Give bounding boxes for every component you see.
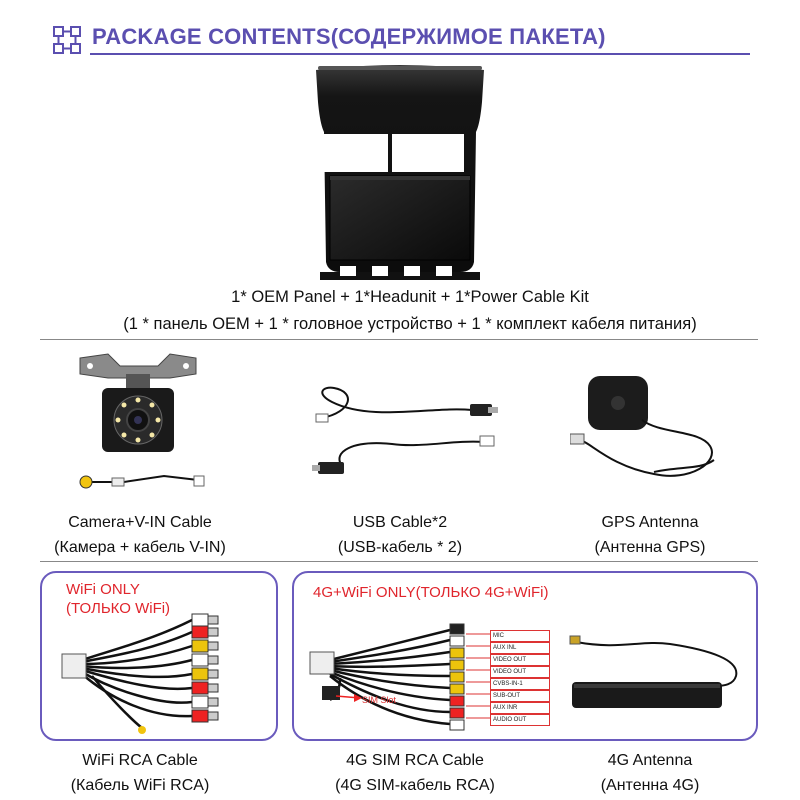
connector-tag: AUX INR: [490, 702, 550, 714]
divider-top: [40, 339, 758, 340]
camera-caption-ru: (Камера + кабель V-IN): [54, 539, 226, 556]
wifi-rca-caption-ru: (Кабель WiFi RCA): [70, 777, 210, 794]
4g-antenna-caption-ru: (Антенна 4G): [600, 777, 700, 794]
gps-caption: [530, 510, 770, 560]
sim-slot-label: SIM Slot: [362, 695, 397, 705]
connector-tag: CVBS-IN-1: [490, 678, 550, 690]
4g-antenna-image: [560, 630, 750, 730]
connector-tag: MIC: [490, 630, 550, 642]
4g-sim-rca-caption: [295, 748, 535, 798]
wifi-rca-caption: [20, 748, 260, 798]
main-item-caption: [60, 284, 760, 338]
4g-wifi-only-label: 4G+WiFi ONLY(ТОЛЬКО 4G+WiFi): [313, 584, 549, 601]
connector-tag-list: [490, 630, 550, 726]
gps-caption-ru: (Антенна GPS): [594, 539, 706, 556]
title-underline: [90, 53, 750, 55]
wifi-only-label-ru: (ТОЛЬКО WiFi): [66, 600, 171, 617]
usb-caption: [280, 510, 520, 560]
wifi-rca-cable-image: [52, 610, 262, 735]
usb-cables-image: [312, 382, 502, 482]
camera-caption-en: Camera+V-IN Cable: [68, 514, 212, 531]
4g-sim-rca-caption-en: 4G SIM RCA Cable: [346, 752, 484, 769]
4g-sim-rca-caption-ru: (4G SIM-кабель RCA): [335, 777, 495, 794]
4g-antenna-caption: [530, 748, 770, 798]
wifi-only-label-en: WiFi ONLY: [66, 581, 140, 598]
usb-caption-ru: (USB-кабель * 2): [337, 539, 463, 556]
gps-caption-en: GPS Antenna: [601, 514, 699, 531]
page-title: PACKAGE CONTENTS(СОДЕРЖИМОЕ ПАКЕТА): [92, 24, 606, 49]
connector-tag: VIDEO OUT: [490, 654, 550, 666]
main-item-caption-ru: (1 * панель OEM + 1 * головное устройство + 1 * комплект кабеля питания): [123, 315, 697, 333]
connector-tag: VIDEO OUT: [490, 666, 550, 678]
connector-tag: SUB-OUT: [490, 690, 550, 702]
package-icon: [52, 25, 82, 55]
gps-antenna-image: [570, 370, 735, 490]
camera-caption: [20, 510, 260, 560]
usb-caption-en: USB Cable*2: [352, 514, 448, 531]
oem-panel-headunit-image: [310, 62, 490, 284]
main-item-caption-en: 1* OEM Panel + 1*Headunit + 1*Power Cable Kit: [231, 288, 589, 306]
4g-antenna-caption-en: 4G Antenna: [607, 752, 693, 769]
connector-tag: AUX INL: [490, 642, 550, 654]
connector-tag: AUDIO OUT: [490, 714, 550, 726]
camera-vin-cable-image: [68, 352, 208, 502]
divider-middle: [40, 561, 758, 562]
wifi-rca-caption-en: WiFi RCA Cable: [82, 752, 198, 769]
